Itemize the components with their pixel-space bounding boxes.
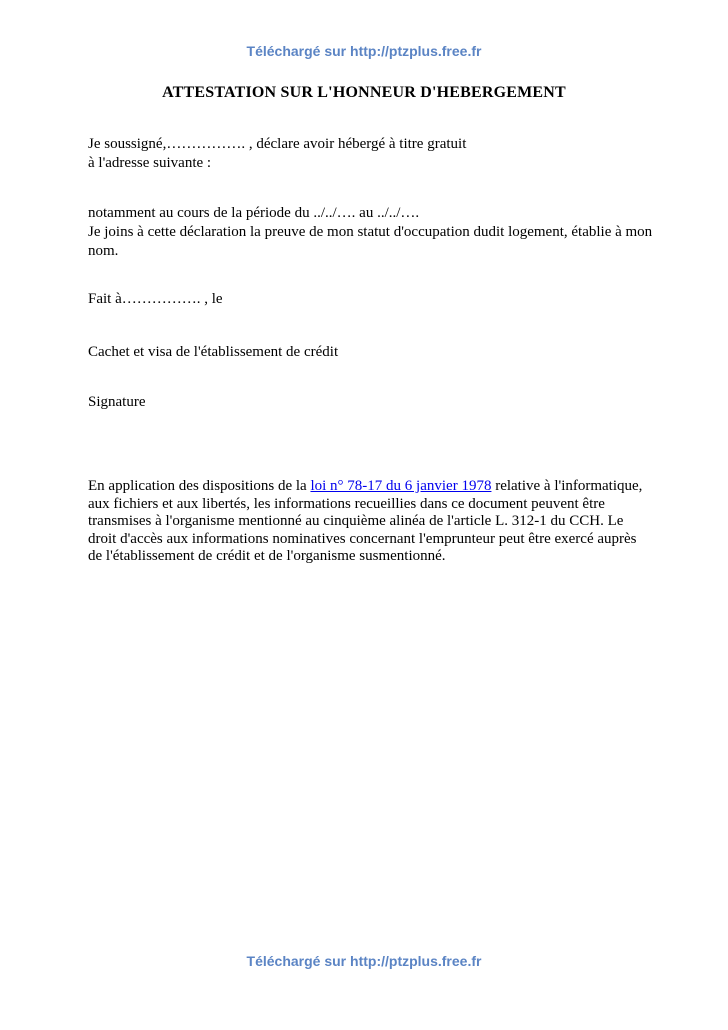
download-note-bottom: Téléchargé sur http://ptzplus.free.fr <box>246 953 482 969</box>
period-paragraph <box>88 204 653 261</box>
signature-line: Signature <box>88 394 146 410</box>
period-line-1: notamment au cours de la période du ../../…. au ../../…. <box>88 205 420 221</box>
intro-line-2: à l'adresse suivante : <box>88 155 212 171</box>
law-link[interactable]: loi n° 78-17 du 6 janvier 1978 <box>310 478 492 494</box>
period-line-3: nom. <box>88 243 119 259</box>
intro-line-1: Je soussigné,……………. , déclare avoir hébergé à titre gratuit <box>88 136 467 152</box>
legal-text-before-link: En application des dispositions de la <box>88 478 311 494</box>
legal-paragraph <box>88 478 646 566</box>
legal-text-after-link: relative à l'informatique, aux fichiers et aux libertés, les informations recueillies dans ce document peuvent être transmises à l'organisme mentionné au cinquième alinéa de l'article L. 312-1 du CCH. Le droit d'accès aux informations nominatives concernant l'emprunteur peut être exercé auprès de l'établissement de crédit et de l'organisme susmentionné. <box>88 478 643 564</box>
intro-paragraph <box>88 135 653 173</box>
cachet-visa-line: Cachet et visa de l'établissement de crédit <box>88 344 339 360</box>
period-line-2: Je joins à cette déclaration la preuve de mon statut d'occupation dudit logement, établie à mon <box>88 224 653 240</box>
fait-a-line: Fait à……………. , le <box>88 291 223 307</box>
page-title: ATTESTATION SUR L'HONNEUR D'HEBERGEMENT <box>162 84 566 101</box>
download-note-top: Téléchargé sur http://ptzplus.free.fr <box>246 43 482 59</box>
